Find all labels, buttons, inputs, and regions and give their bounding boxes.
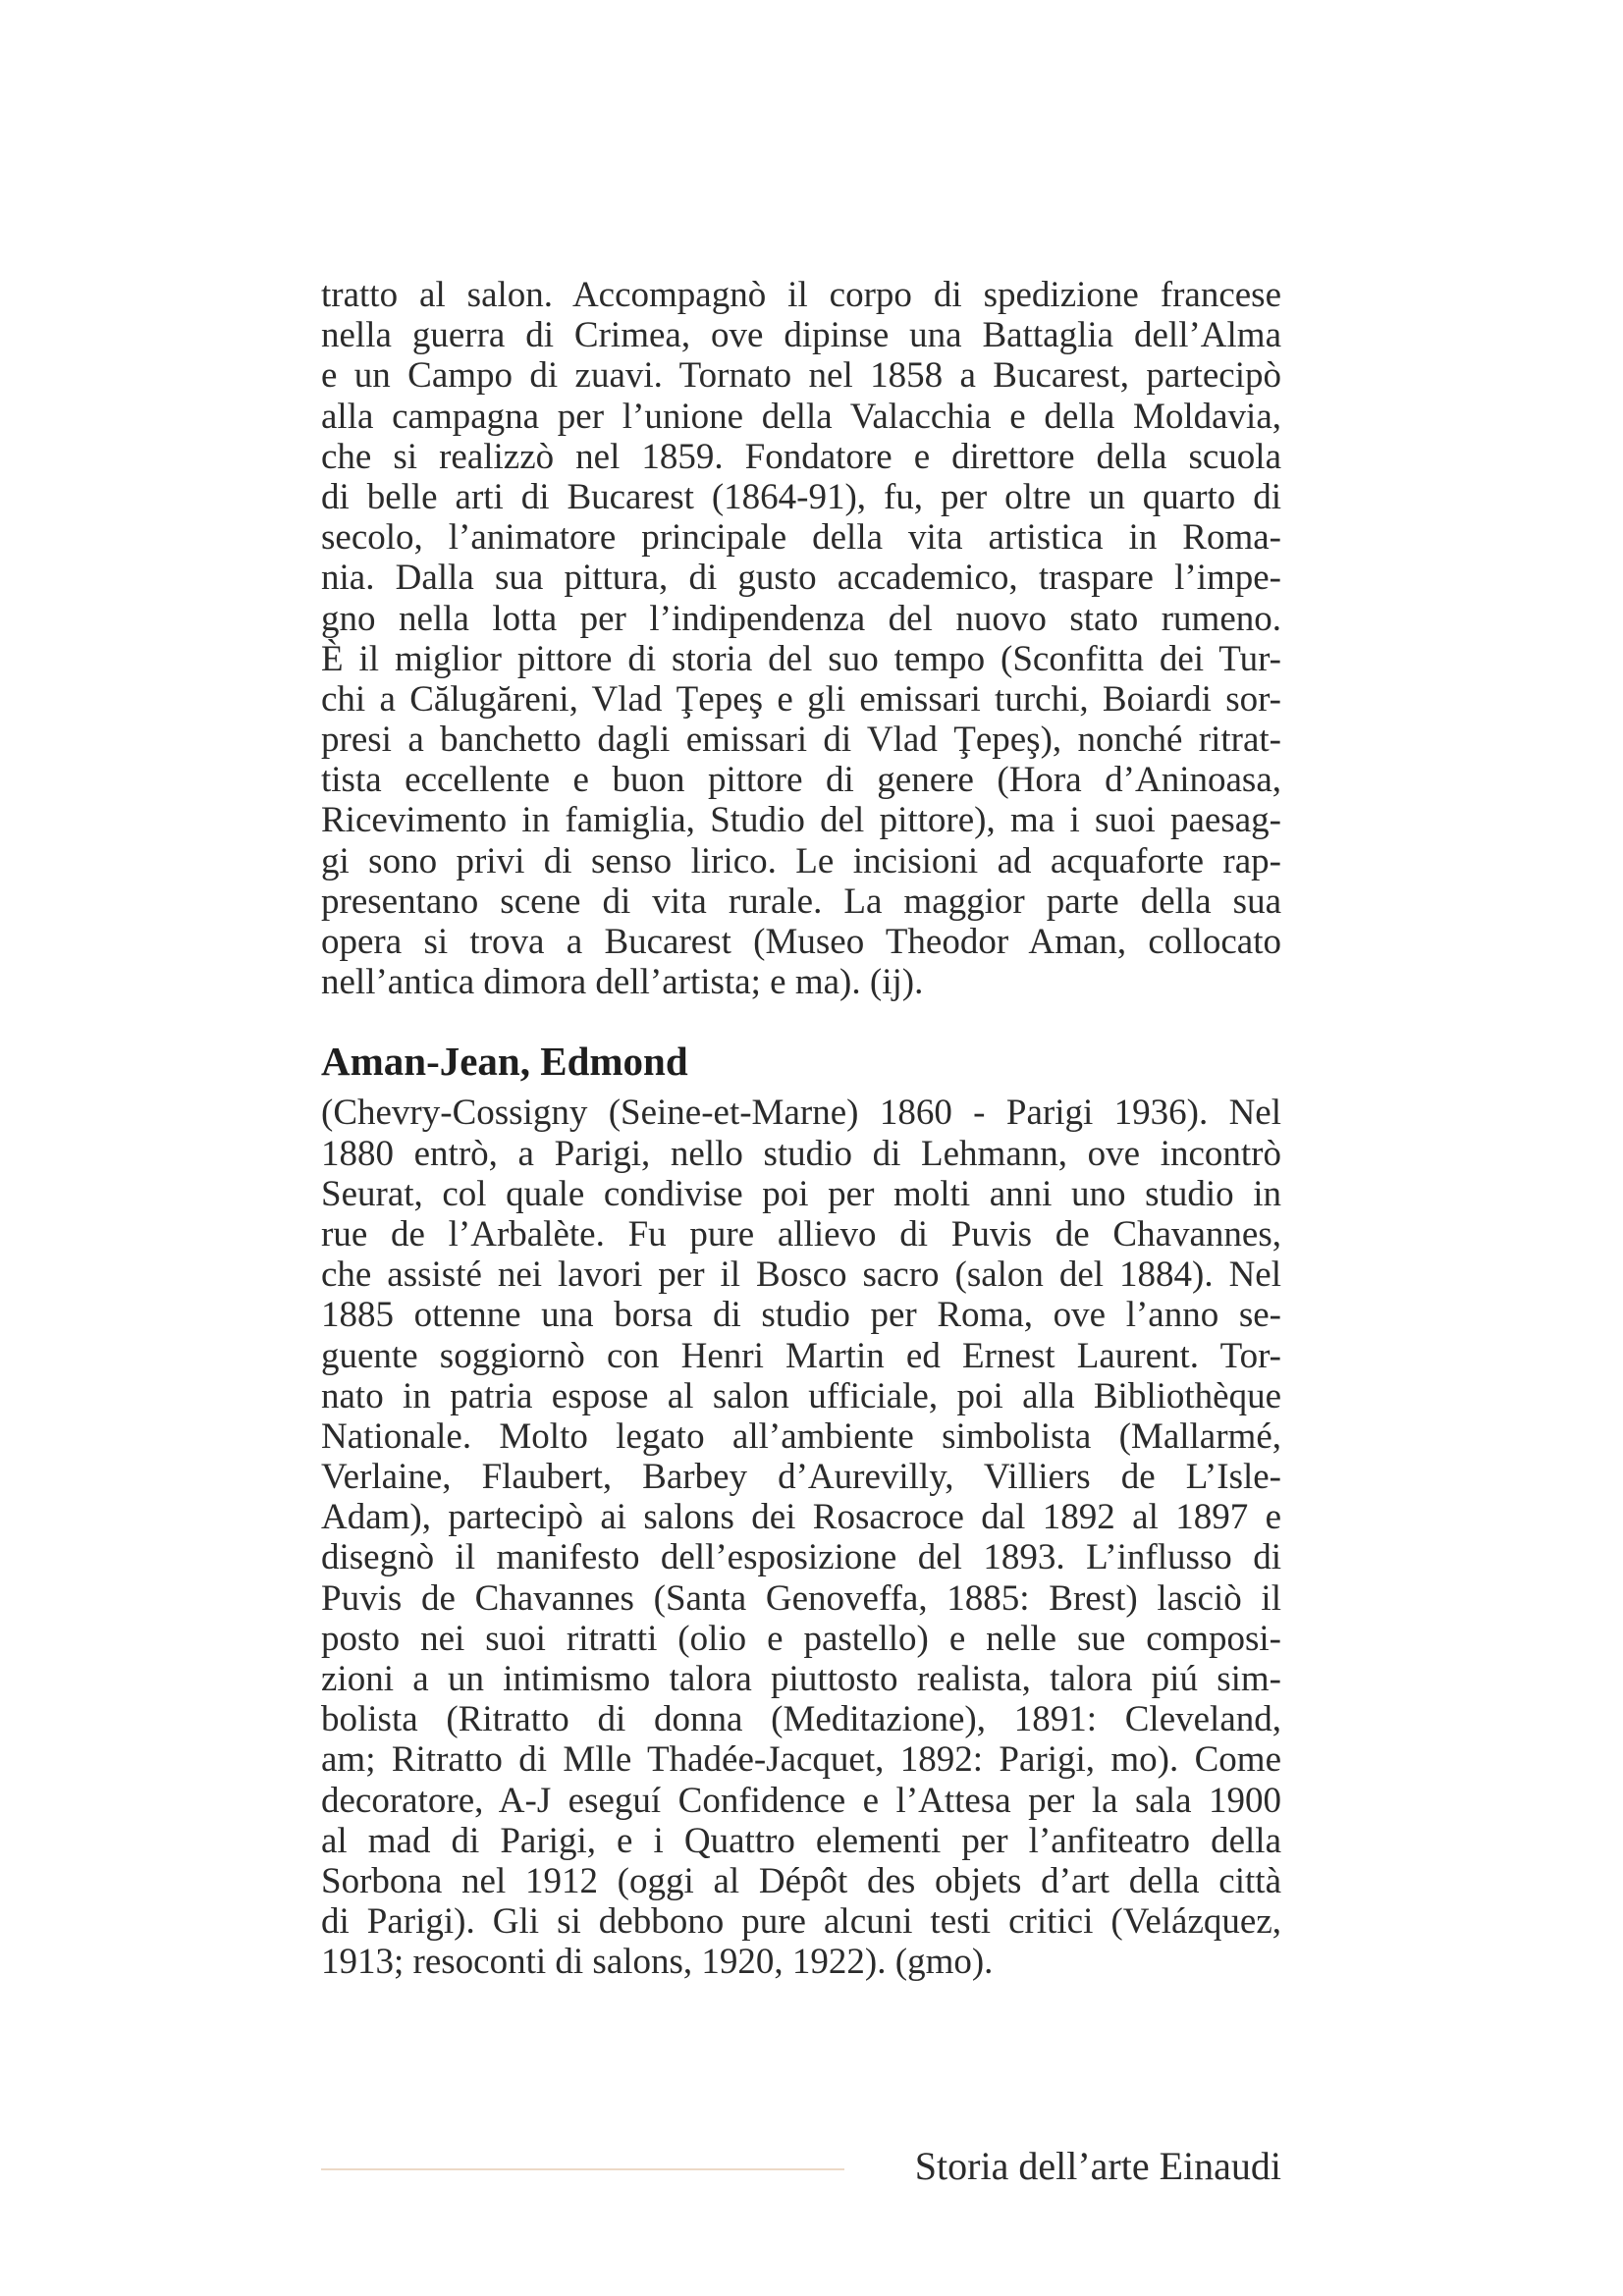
text-line: presentano scene di vita rurale. La maggior parte della sua [321, 881, 1281, 922]
text-column [321, 275, 1281, 1983]
footer-publication-title: Storia dell’arte Einaudi [914, 2144, 1281, 2188]
text-line: di Parigi). Gli si debbono pure alcuni testi critici (Velázquez, [321, 1901, 1281, 1943]
text-line: gno nella lotta per l’indipendenza del nuovo stato rumeno. [321, 598, 1281, 639]
text-line: Puvis de Chavannes (Santa Genoveffa, 1885: Brest) lasciò il [321, 1577, 1281, 1619]
text-line: (Chevry-Cossigny (Seine-et-Marne) 1860 - Parigi 1936). Nel [321, 1093, 1281, 1134]
text-line: Nationale. Molto legato all’ambiente simbolista (Mallarmé, [321, 1415, 1281, 1457]
text-line: nia. Dalla sua pittura, di gusto accademico, traspare l’impe- [321, 558, 1281, 599]
text-line: rue de l’Arbalète. Fu pure allievo di Puvis de Chavannes, [321, 1213, 1281, 1255]
text-line: di belle arti di Bucarest (1864-91), fu, per oltre un quarto di [321, 476, 1281, 517]
text-line: nell’antica dimora dell’artista; e ma). (ij). [321, 962, 924, 1003]
footer-divider [321, 2168, 844, 2170]
text-line: Adam), partecipò ai salons dei Rosacroce dal 1892 al 1897 e [321, 1497, 1281, 1538]
continued-entry-paragraph [321, 275, 1281, 1002]
text-line: tratto al salon. Accompagnò il corpo di spedizione francese [321, 275, 1281, 315]
text-line: opera si trova a Bucarest (Museo Theodor Aman, collocato [321, 922, 1281, 962]
text-line: 1885 ottenne una borsa di studio per Roma, ove l’anno se- [321, 1295, 1281, 1336]
text-line: disegnò il manifesto dell’esposizione del 1893. L’influsso di [321, 1537, 1281, 1578]
text-line: posto nei suoi ritratti (olio e pastello) e nelle sue composi- [321, 1618, 1281, 1659]
entry-heading: Aman-Jean, Edmond [321, 1039, 688, 1085]
text-line: nella guerra di Crimea, ove dipinse una Battaglia dell’Alma [321, 315, 1281, 356]
text-line: 1880 entrò, a Parigi, nello studio di Lehmann, ove incontrò [321, 1133, 1281, 1174]
text-line: al mad di Parigi, e i Quattro elementi per l’anfiteatro della [321, 1820, 1281, 1861]
text-line: 1913; resoconti di salons, 1920, 1922). (gmo). [321, 1942, 994, 1983]
text-line: guente soggiornò con Henri Martin ed Ernest Laurent. Tor- [321, 1335, 1281, 1376]
text-line: zioni a un intimismo talora piuttosto realista, talora piú sim- [321, 1659, 1281, 1699]
text-line: nato in patria espose al salon ufficiale, poi alla Bibliothèque [321, 1375, 1281, 1416]
text-line: bolista (Ritratto di donna (Meditazione), 1891: Cleveland, [321, 1699, 1281, 1740]
text-line: chi a Călugăreni, Vlad Ţepeş e gli emissari turchi, Boiardi sor- [321, 678, 1281, 720]
text-line: am; Ritratto di Mlle Thadée-Jacquet, 1892: Parigi, mo). Come [321, 1739, 1281, 1781]
text-line: che si realizzò nel 1859. Fondatore e direttore della scuola [321, 436, 1281, 477]
text-line: secolo, l’animatore principale della vita artistica in Roma- [321, 517, 1281, 559]
text-line: Sorbona nel 1912 (oggi al Dépôt des objets d’art della città [321, 1860, 1281, 1901]
text-line: È il miglior pittore di storia del suo tempo (Sconfitta dei Tur- [321, 638, 1281, 679]
text-line: che assisté nei lavori per il Bosco sacro (salon del 1884). Nel [321, 1255, 1281, 1296]
text-line: tista eccellente e buon pittore di genere (Hora d’Aninoasa, [321, 760, 1281, 801]
text-line: presi a banchetto dagli emissari di Vlad Ţepeş), nonché ritrat- [321, 720, 1281, 761]
text-line: decoratore, A-J eseguí Confidence e l’Attesa per la sala 1900 [321, 1780, 1281, 1821]
text-line: gi sono privi di senso lirico. Le incisioni ad acquaforte rap- [321, 840, 1281, 881]
text-line: Verlaine, Flaubert, Barbey d’Aurevilly, Villiers de L’Isle- [321, 1457, 1281, 1498]
entry-body-paragraph [321, 1093, 1281, 1982]
text-line: Ricevimento in famiglia, Studio del pittore), ma i suoi paesag- [321, 800, 1281, 841]
text-line: Seurat, col quale condivise poi per molti anni uno studio in [321, 1173, 1281, 1214]
text-line: alla campagna per l’unione della Valacchia e della Moldavia, [321, 396, 1281, 437]
text-line: e un Campo di zuavi. Tornato nel 1858 a Bucarest, partecipò [321, 355, 1281, 397]
